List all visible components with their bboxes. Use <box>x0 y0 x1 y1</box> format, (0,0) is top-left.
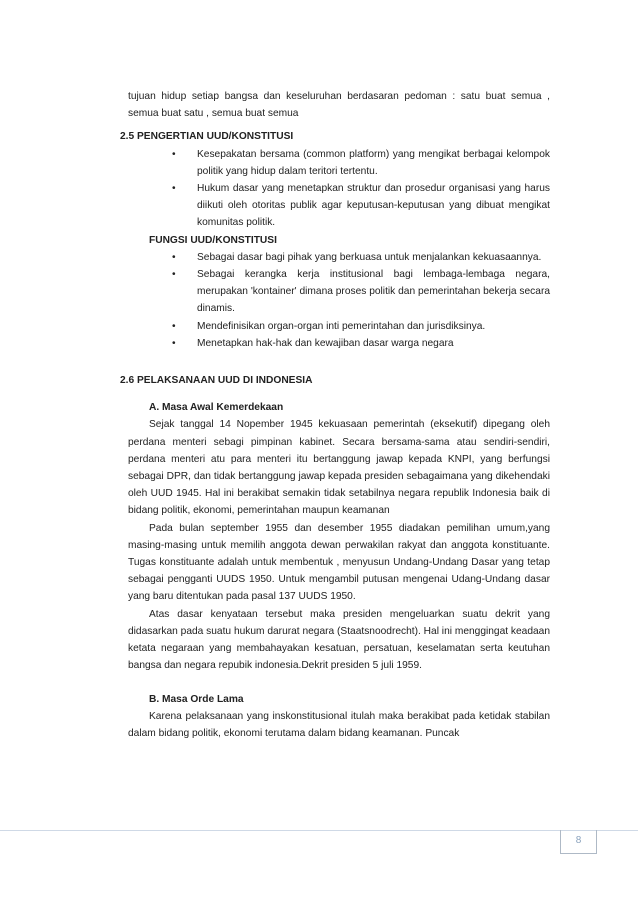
paragraph: Atas dasar kenyataan tersebut maka presiden mengeluarkan suatu dekrit yang didasarkan pada suatu hukum darurat negara (Staatsnoodrecht). Hal ini menggingat keadaan ketata negaraan yang membahayakan kesatuan, persatuan, keselamatan serta keutuhan bangsa dan negara repubik indonesia.Dekrit presiden 5 juli 1959. <box>128 608 550 672</box>
paragraph: Pada bulan september 1955 dan desember 1955 diadakan pemilihan umum,yang masing-masing untuk memilih anggota dewan perwakilan rakyat dan anggota konstituante. Tugas konstituante adalah untuk membentuk , menyusun Undang-Undang Dasar yang tetap sebagai pengganti UUDS 1950. Untuk mengambil putusan mengenai Udang-Undang dasar yang baru ditentukan pada pasal 137 UUDS 1950. <box>128 522 550 603</box>
list-item: • Hukum dasar yang menetapkan struktur dan prosedur organisasi yang harus diikuti oleh otoritas publik agar keputusan-keputusan yang dibuat mengikat komunitas politik. <box>120 180 550 232</box>
bullet-icon: • <box>172 148 176 160</box>
page-number: 8 <box>575 835 582 846</box>
paragraph: Karena pelaksanaan yang inskonstitusional itulah maka berakibat pada ketidak stabilan dalam bidang politik, ekonomi terutama dalam bidang keamanan. Puncak <box>128 710 550 739</box>
list-item: • Sebagai kerangka kerja institusional bagi lembaga-lembaga negara, merupakan 'kontainer' dimana proses politik dan pemerintahan bekerja secara dinamis. <box>120 266 550 318</box>
intro-paragraph: tujuan hidup setiap bangsa dan keseluruhan berdasaran pedoman : satu buat semua , semua buat satu , semua buat semua <box>128 91 550 120</box>
list-item: • Kesepakatan bersama (common platform) yang mengikat berbagai kelompok politik yang hidup dalam teritori tertentu. <box>120 146 550 180</box>
list-item: • Mendefinisikan organ-organ inti pemerintahan dan jurisdiksinya. <box>120 318 550 335</box>
pengertian-list <box>120 146 550 232</box>
paragraph: Sejak tanggal 14 Nopember 1945 kekuasaan pemerintah (eksekutif) dipegang oleh perdana menteri sebagi pimpinan kabinet. Secara bersama-sama atau sendiri-sendiri, perdana menteri atu para menteri itu bertanggung jawap kepada KNPI, yang berfungsi sebagai DPR, dan tidak bertanggung jawap kepada presiden sebagaimana yang dikehendaki oleh UUD 1945. Hal ini berakibat semakin tidak setabilnya negara republik Indonesia baik di bidang politik, ekonomi, pemerintahan maupun keamanan <box>128 419 550 517</box>
section-2-5-heading: 2.5 PENGERTIAN UUD/KONSTITUSI <box>120 131 294 143</box>
subsection-a-title: A. Masa Awal Kemerdekaan <box>149 402 284 414</box>
bullet-icon: • <box>172 320 176 332</box>
fungsi-list <box>120 249 550 352</box>
bullet-icon: • <box>172 269 176 281</box>
subsection-b-title: B. Masa Orde Lama <box>149 693 244 705</box>
section-2-6-heading: 2.6 PELAKSANAAN UUD DI INDONESIA <box>120 375 313 387</box>
list-item: • Menetapkan hak-hak dan kewajiban dasar warga negara <box>120 335 550 352</box>
page-content <box>120 88 550 742</box>
bullet-icon: • <box>172 337 176 349</box>
list-item: • Sebagai dasar bagi pihak yang berkuasa untuk menjalankan kekuasaannya. <box>120 249 550 266</box>
fungsi-heading: FUNGSI UUD/KONSTITUSI <box>149 234 277 246</box>
footer-divider <box>0 830 638 831</box>
bullet-icon: • <box>172 183 176 195</box>
bullet-icon: • <box>172 251 176 263</box>
